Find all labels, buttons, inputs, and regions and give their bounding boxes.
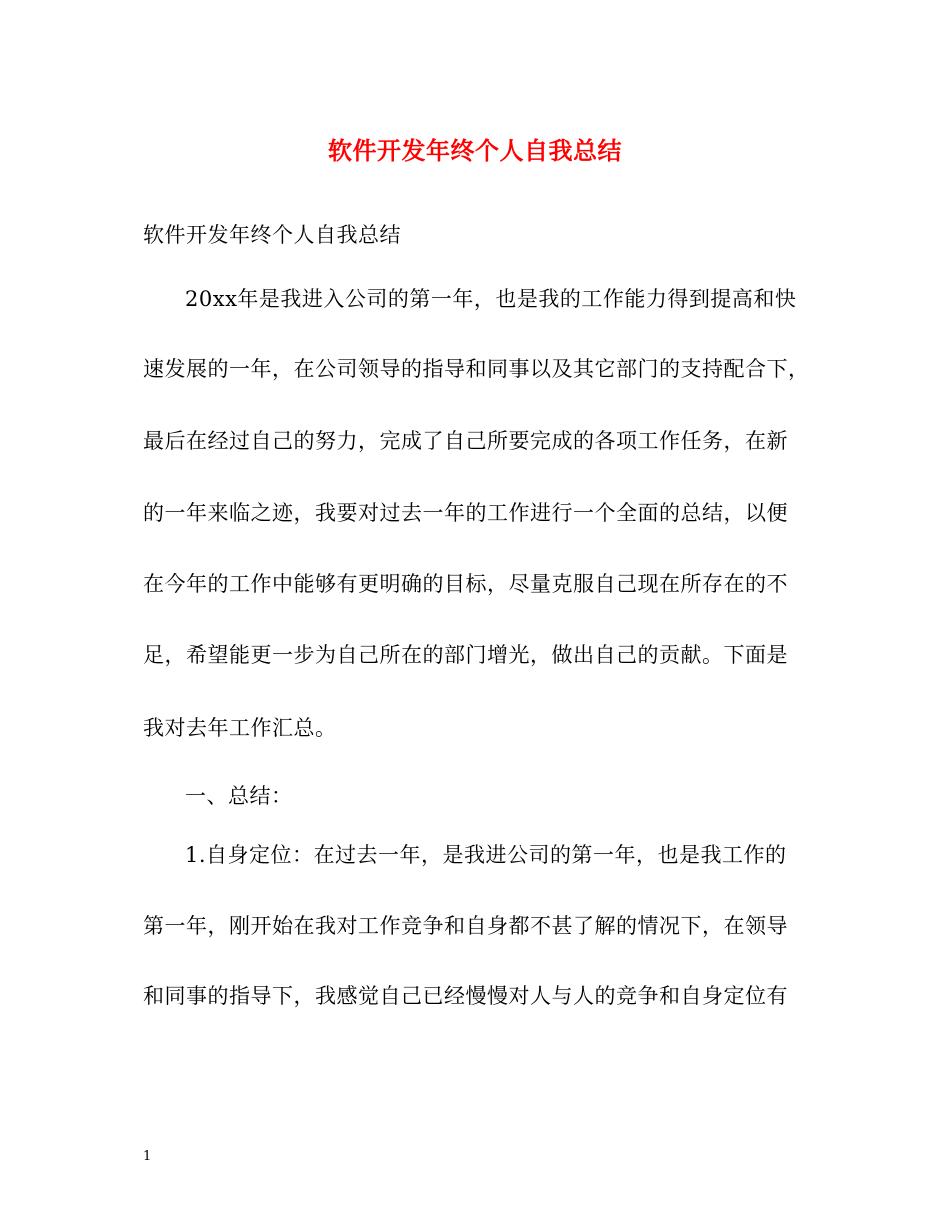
paragraph-line-4: 的一年来临之迹，我要对过去一年的工作进行一个全面的总结，以便 [143, 501, 788, 525]
paragraph-line-6: 足，希望能更一步为自己所在的部门增光，做出自己的贡献。下面是 [143, 643, 788, 667]
paragraph-line-3: 最后在经过自己的努力，完成了自己所要完成的各项工作任务，在新 [143, 429, 788, 453]
paragraph-line-11: 和同事的指导下，我感觉自己已经慢慢对人与人的竞争和自身定位有 [143, 984, 788, 1008]
paragraph-line-10: 第一年，刚开始在我对工作竞争和自身都不甚了解的情况下，在领导 [143, 914, 788, 938]
paragraph-line-9: 1.自身定位：在过去一年，是我进公司的第一年，也是我工作的 [185, 843, 787, 867]
page-number: 1 [143, 1149, 152, 1164]
paragraph-line-5: 在今年的工作中能够有更明确的目标，尽量克服自己现在所存在的不 [143, 572, 788, 596]
document-title: 软件开发年终个人自我总结 [328, 136, 622, 165]
paragraph-line-7: 我对去年工作汇总。 [143, 716, 337, 740]
paragraph-line-2: 速发展的一年，在公司领导的指导和同事以及其它部门的支持配合下， [143, 357, 810, 381]
paragraph-line-1: 20xx年是我进入公司的第一年，也是我的工作能力得到提高和快 [185, 287, 797, 311]
section-heading: 一、总结： [185, 784, 293, 808]
document-subtitle: 软件开发年终个人自我总结 [143, 223, 401, 247]
